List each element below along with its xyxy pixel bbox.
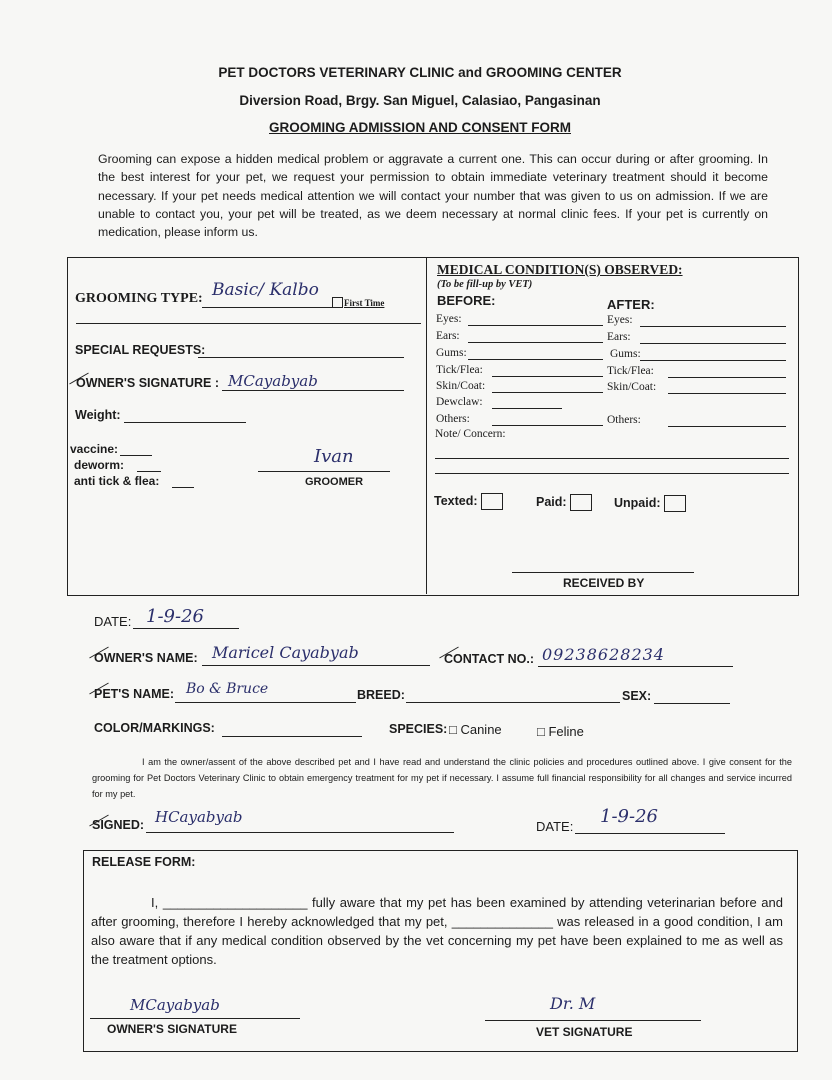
note-label: Note/ Concern: (435, 428, 506, 440)
groomer-label: GROOMER (305, 476, 364, 488)
clinic-address: Diversion Road, Brgy. San Miguel, Calasiao, Pangasinan (239, 93, 601, 108)
canine-checkbox[interactable]: □ Canine (449, 722, 502, 737)
release-owner-signature: MCayabyab (130, 996, 220, 1014)
vet-signature: Dr. M (550, 994, 596, 1013)
release-text: I, ____________________ fully aware that my pet has been examined by attending veterinarian before and after grooming, therefore I hereby acknowledged that my pet, ______________ was released in a good condition, I am also aware that if any medical condition observed by the vet concerning my pet have been explained to me as well as the treatment options. (91, 895, 783, 967)
special-requests-label: SPECIAL REQUESTS: (75, 343, 206, 357)
clinic-name: PET DOCTORS VETERINARY CLINIC and GROOMING CENTER (218, 65, 622, 80)
box-divider (426, 258, 427, 594)
before-field-label: Skin/Coat: (436, 380, 486, 392)
date-value[interactable]: 1-9-26 (146, 606, 204, 627)
before-heading: BEFORE: (437, 293, 496, 308)
release-title: RELEASE FORM: (92, 855, 196, 869)
after-field-label: Eyes: (607, 314, 633, 326)
before-field-label: Others: (436, 413, 470, 425)
before-field-label: Gums: (436, 347, 467, 359)
texted-label (434, 493, 503, 510)
paid-label (536, 494, 592, 511)
owner-signature-value: MCayabyab (228, 372, 318, 390)
signed-label: SIGNED: (92, 818, 145, 832)
deworm-label: deworm: (74, 458, 125, 472)
color-markings-label: COLOR/MARKINGS: (94, 721, 215, 735)
after-field-label: Tick/Flea: (607, 365, 654, 377)
date-label: DATE: (94, 614, 132, 629)
owner-signature-label: OWNER'S SIGNATURE : (76, 376, 220, 390)
after-field-label: Ears: (607, 331, 631, 343)
first-time-checkbox[interactable] (332, 297, 343, 308)
signed-date-label: DATE: (536, 819, 574, 834)
received-by-label: RECEIVED BY (563, 576, 645, 590)
signed-date-value[interactable]: 1-9-26 (600, 806, 658, 827)
signed-value: HCayabyab (155, 808, 243, 826)
contact-value[interactable]: 09238628234 (542, 645, 665, 664)
contact-label: CONTACT NO.: (444, 652, 535, 666)
breed-label: BREED: (357, 688, 405, 702)
texted-checkbox[interactable] (481, 493, 503, 510)
unpaid-checkbox[interactable] (664, 495, 686, 512)
unpaid-label (614, 495, 686, 512)
medical-title: MEDICAL CONDITION(S) OBSERVED: (437, 262, 683, 277)
pet-name-value[interactable]: Bo & Bruce (186, 681, 269, 697)
after-field-label: Gums: (610, 348, 641, 360)
paid-text: Paid: (536, 494, 567, 509)
consent-paragraph: I am the owner/assent of the above described pet and I have read and understand the clinic policies and procedures outlined above. I give consent for the grooming for Pet Doctors Veterinary Clinic to obtain emergency treatment for my pet if necessary. I assume full financial responsibility for all changes and service incurred for my pet. (92, 757, 792, 799)
owner-name-label: OWNER'S NAME: (94, 651, 198, 665)
anti-tick-label: anti tick & flea: (74, 474, 160, 488)
before-field-label: Dewclaw: (436, 396, 483, 408)
vaccine-label: vaccine: (70, 442, 119, 456)
feline-checkbox[interactable]: □ Feline (537, 724, 584, 739)
form-title: GROOMING ADMISSION AND CONSENT FORM (269, 120, 571, 135)
first-time-label: First Time (344, 298, 385, 308)
after-field-label: Skin/Coat: (607, 381, 657, 393)
paid-checkbox[interactable] (570, 494, 592, 511)
before-field-label: Tick/Flea: (436, 364, 483, 376)
groomer-value: Ivan (314, 446, 354, 467)
intro-paragraph: Grooming can expose a hidden medical problem or aggravate a current one. This can occur during or after grooming. In the best interest for your pet, we request your permission to obtain immediate veterinary treatment should it become necessary. If your pet needs medical attention we will contact your number that was given to us on admission. If we are unable to contact you, your pet will be treated, as we deem necessary at normal clinic fees. If your pet is currently on medication, please inform us. (98, 152, 768, 240)
grooming-type-value[interactable]: Basic/ Kalbo (212, 280, 319, 300)
vet-sig-label: VET SIGNATURE (536, 1025, 633, 1039)
after-heading: AFTER: (607, 297, 655, 312)
grooming-type-label: GROOMING TYPE: (75, 291, 203, 306)
release-owner-sig-label: OWNER'S SIGNATURE (107, 1022, 237, 1036)
pet-name-label: PET'S NAME: (94, 687, 175, 701)
owner-name-value[interactable]: Maricel Cayabyab (212, 643, 359, 662)
unpaid-text: Unpaid: (614, 495, 661, 510)
before-field-label: Eyes: (436, 313, 462, 325)
after-field-label: Others: (607, 414, 641, 426)
sex-label: SEX: (622, 689, 652, 703)
species-label: SPECIES: (389, 722, 448, 736)
texted-text: Texted: (434, 493, 478, 508)
weight-label: Weight: (75, 408, 121, 422)
before-field-label: Ears: (436, 330, 460, 342)
medical-subtitle: (To be fill-up by VET) (437, 279, 533, 290)
